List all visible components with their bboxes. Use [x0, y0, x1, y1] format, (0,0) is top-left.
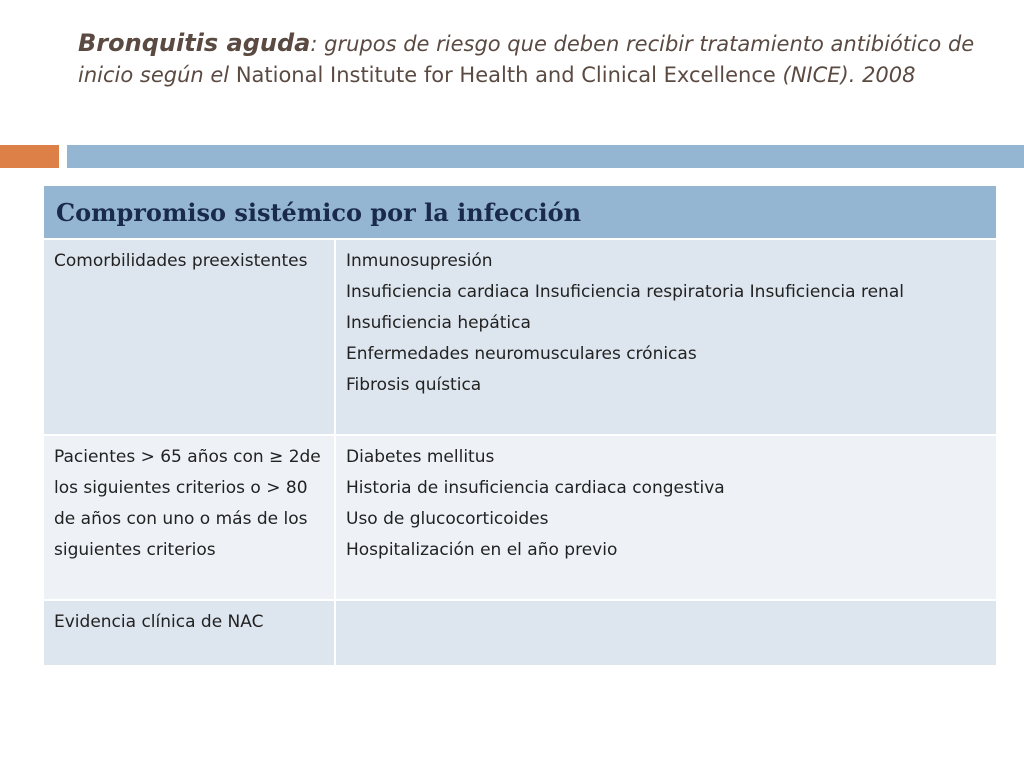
detail-line: Inmunosupresión [346, 251, 493, 271]
detail-line: Hospitalización en el año previo [346, 540, 618, 560]
table-row [44, 434, 996, 599]
table-row [44, 599, 996, 665]
detail-line: Enfermedades neuromusculares crónicas [346, 344, 697, 364]
title-plain: National Institute for Health and Clinical Excellence [235, 63, 776, 87]
row-detail-elderly [336, 434, 996, 599]
title-italic-part1: : grupos de riesgo que deben recibir tratamiento antibiótico de inicio según el [78, 32, 975, 87]
accent-bar-blue [67, 145, 1024, 168]
detail-line: Uso de glucocorticoides [346, 509, 549, 529]
table-row [44, 240, 996, 434]
table-header: Compromiso sistémico por la infección [44, 186, 996, 240]
risk-groups-table [44, 186, 996, 665]
detail-line: Historia de insuficiencia cardiaca congestiva [346, 478, 725, 498]
row-detail-nac-empty [336, 599, 996, 665]
accent-bar-orange [0, 145, 59, 168]
row-label-elderly: Pacientes > 65 años con ≥ 2de los siguientes criterios o > 80 de años con uno o más de los siguientes criterios [44, 434, 336, 599]
row-label-nac: Evidencia clínica de NAC [44, 599, 336, 665]
detail-line: Insuficiencia cardiaca Insuficiencia respiratoria Insuficiencia renal [346, 282, 904, 302]
row-label-comorbidities: Comorbilidades preexistentes [44, 240, 336, 434]
slide-title [78, 28, 978, 91]
detail-line: Diabetes mellitus [346, 447, 495, 467]
title-italic-part2: (NICE). 2008 [782, 63, 916, 87]
detail-line: Fibrosis quística [346, 375, 482, 395]
row-detail-comorbidities [336, 240, 996, 434]
detail-line: Insuficiencia hepática [346, 313, 531, 333]
title-bold: Bronquitis aguda [78, 29, 311, 57]
